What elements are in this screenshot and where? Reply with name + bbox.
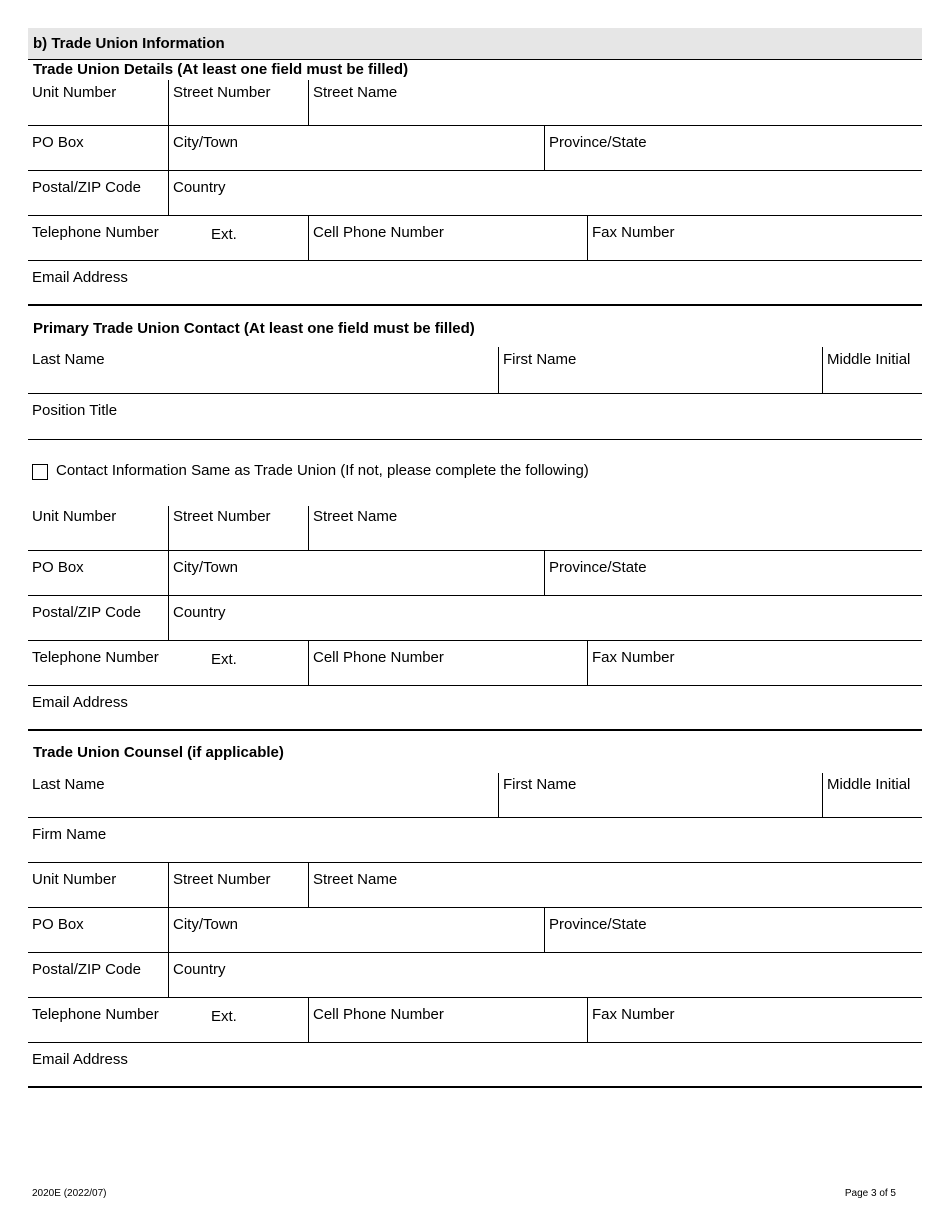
field-label: Street Name (313, 508, 398, 525)
details-fax-field[interactable] (587, 216, 922, 260)
details-street-name-field[interactable] (308, 80, 922, 125)
counsel-firm-row (28, 818, 922, 863)
field-label: Street Name (313, 871, 398, 888)
details-cell-phone-field[interactable] (308, 216, 587, 260)
field-label: Province/State (549, 916, 647, 933)
details-postal-field[interactable] (28, 171, 168, 215)
counsel-heading: Trade Union Counsel (if applicable) (33, 744, 284, 761)
field-label: PO Box (32, 134, 84, 151)
details-phone-row (28, 216, 922, 261)
contact-postal-field[interactable] (28, 596, 168, 640)
field-label: Telephone Number (32, 1006, 159, 1023)
contact-heading: Primary Trade Union Contact (At least one field must be filled) (33, 320, 475, 337)
field-label: Last Name (32, 776, 105, 793)
field-label: Street Number (173, 508, 271, 525)
field-label: Street Number (173, 84, 271, 101)
details-country-field[interactable] (168, 171, 922, 215)
contact-address-row-2 (28, 551, 922, 596)
field-label: Email Address (32, 269, 128, 286)
field-label: City/Town (173, 134, 239, 151)
counsel-cell-phone-field[interactable] (308, 998, 587, 1042)
details-unit-number-field[interactable] (28, 80, 168, 125)
counsel-po-box-field[interactable] (28, 908, 168, 952)
contact-telephone-field[interactable] (28, 641, 308, 685)
contact-name-row (28, 347, 922, 394)
contact-address-row-1 (28, 506, 922, 551)
field-label: Telephone Number (32, 224, 159, 241)
counsel-fax-field[interactable] (587, 998, 922, 1042)
details-address-row-2 (28, 126, 922, 171)
counsel-address-row-1 (28, 863, 922, 908)
field-label: Street Name (313, 84, 398, 101)
section-title: b) Trade Union Information (28, 28, 922, 60)
contact-position-row (28, 394, 922, 440)
counsel-country-field[interactable] (168, 953, 922, 997)
details-street-number-field[interactable] (168, 80, 308, 125)
ext-label: Ext. (211, 651, 237, 668)
counsel-firm-name-field[interactable] (28, 818, 922, 862)
contact-province-field[interactable] (544, 551, 922, 595)
field-label: First Name (503, 351, 577, 368)
field-label: Telephone Number (32, 649, 159, 666)
counsel-middle-initial-field[interactable] (822, 773, 922, 817)
contact-country-field[interactable] (168, 596, 922, 640)
counsel-postal-field[interactable] (28, 953, 168, 997)
ext-label: Ext. (211, 226, 237, 243)
field-label: Position Title (32, 402, 118, 419)
field-label: Email Address (32, 694, 128, 711)
field-label: Province/State (549, 559, 647, 576)
counsel-address-row-3 (28, 953, 922, 998)
counsel-address-row-2 (28, 908, 922, 953)
field-label: Country (173, 961, 226, 978)
field-label: Fax Number (592, 649, 675, 666)
counsel-last-name-field[interactable] (28, 773, 498, 817)
field-label: Province/State (549, 134, 647, 151)
counsel-city-field[interactable] (168, 908, 544, 952)
field-label: Middle Initial (827, 776, 911, 793)
form-code: 2020E (2022/07) (32, 1188, 107, 1199)
details-telephone-field[interactable] (28, 216, 308, 260)
contact-address-row-3 (28, 596, 922, 641)
field-label: Email Address (32, 1051, 128, 1068)
contact-street-number-field[interactable] (168, 506, 308, 550)
contact-street-name-field[interactable] (308, 506, 922, 550)
field-label: City/Town (173, 916, 239, 933)
contact-middle-initial-field[interactable] (822, 347, 922, 393)
field-label: Cell Phone Number (313, 1006, 444, 1023)
contact-unit-number-field[interactable] (28, 506, 168, 550)
contact-same-as-row (28, 440, 922, 506)
field-label: Unit Number (32, 84, 117, 101)
details-address-row-3 (28, 171, 922, 216)
counsel-street-number-field[interactable] (168, 863, 308, 907)
field-label: Country (173, 604, 226, 621)
details-heading: Trade Union Details (At least one field must be filled) (33, 61, 409, 78)
trade-union-form (28, 28, 922, 1088)
field-label: Middle Initial (827, 351, 911, 368)
field-label: Unit Number (32, 871, 117, 888)
contact-same-as-label: Contact Information Same as Trade Union (If not, please complete the following) (56, 462, 589, 479)
details-email-row (28, 261, 922, 306)
field-label: Postal/ZIP Code (32, 961, 141, 978)
counsel-street-name-field[interactable] (308, 863, 922, 907)
counsel-email-row (28, 1043, 922, 1088)
field-label: Cell Phone Number (313, 649, 444, 666)
field-label: Firm Name (32, 826, 107, 843)
field-label: Postal/ZIP Code (32, 179, 141, 196)
field-label: Fax Number (592, 224, 675, 241)
field-label: Postal/ZIP Code (32, 604, 141, 621)
contact-cell-phone-field[interactable] (308, 641, 587, 685)
field-label: Last Name (32, 351, 105, 368)
details-email-field[interactable] (28, 261, 922, 304)
contact-city-field[interactable] (168, 551, 544, 595)
contact-email-field[interactable] (28, 686, 922, 729)
details-po-box-field[interactable] (28, 126, 168, 170)
field-label: Fax Number (592, 1006, 675, 1023)
contact-phone-row (28, 641, 922, 686)
counsel-phone-row (28, 998, 922, 1043)
contact-po-box-field[interactable] (28, 551, 168, 595)
details-city-field[interactable] (168, 126, 544, 170)
contact-last-name-field[interactable] (28, 347, 498, 393)
details-province-field[interactable] (544, 126, 922, 170)
ext-label: Ext. (211, 1008, 237, 1025)
field-label: Street Number (173, 871, 271, 888)
field-label: Unit Number (32, 508, 117, 525)
counsel-name-row (28, 773, 922, 818)
contact-fax-field[interactable] (587, 641, 922, 685)
counsel-telephone-field[interactable] (28, 998, 308, 1042)
field-label: Cell Phone Number (313, 224, 444, 241)
contact-same-as-checkbox[interactable] (32, 464, 48, 480)
contact-first-name-field[interactable] (498, 347, 822, 393)
counsel-unit-number-field[interactable] (28, 863, 168, 907)
contact-position-title-field[interactable] (28, 394, 922, 439)
counsel-province-field[interactable] (544, 908, 922, 952)
field-label: City/Town (173, 559, 239, 576)
counsel-email-field[interactable] (28, 1043, 922, 1086)
details-address-row-1 (28, 80, 922, 126)
page-number: Page 3 of 5 (844, 1188, 896, 1199)
counsel-first-name-field[interactable] (498, 773, 822, 817)
field-label: PO Box (32, 916, 84, 933)
contact-email-row (28, 686, 922, 731)
field-label: PO Box (32, 559, 84, 576)
field-label: First Name (503, 776, 577, 793)
field-label: Country (173, 179, 226, 196)
